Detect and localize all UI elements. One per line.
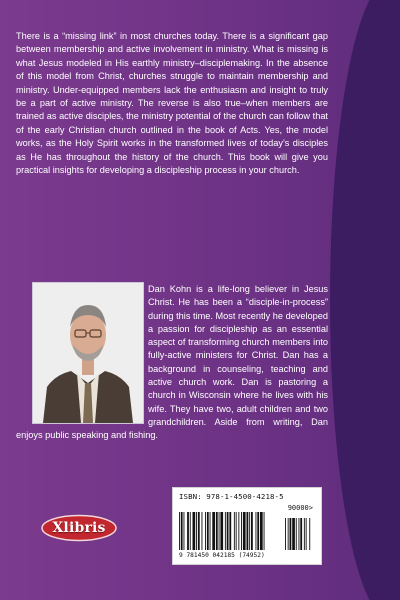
author-photo xyxy=(32,282,144,424)
publisher-logo-text: Xlibris xyxy=(52,520,106,536)
isbn-barcode xyxy=(172,487,322,565)
price-code: 90000> xyxy=(287,504,313,512)
barcode-digits: 9 781450 042185 (74952) xyxy=(179,552,265,559)
isbn-number: ISBN: 978-1-4500-4218-5 xyxy=(179,492,284,501)
back-cover-blurb: There is a “missing link” in most churches today. There is a significant gap between membership and active involvement in ministry. What is missing is what Jesus modeled in His earthly ministry–disciplemaking. In the absence of this model from Christ, churches struggle to maintain membership and ministry. Under-equipped members lack the enthusiasm and insight to truly be a part of active ministry. The reverse is also true–when members are trained as active disciples, the ministry potential of the church can follow that of the early Christian church outlined in the book of Acts. Yes, the model works, as the Holy Spirit works in the transformed lives of today’s disciples as He has throughout the history of the church. This book will give you practical insights for developing a discipleship process in your church. xyxy=(16,31,328,176)
publisher-logo xyxy=(40,514,118,542)
author-portrait-image xyxy=(33,283,143,423)
barcode-bars xyxy=(179,512,317,550)
author-bio-text: Dan Kohn is a life-long believer in Jesus Christ. He has been a “disciple-in-process” during this time. Most recently he developed a passion for discipleship as an essential aspect of transforming church members into fully-active ministers for Christ. Dan has a background in counseling, teaching and active church work. Dan is pastoring a church in Wisconsin where he lives with his wife. They have two, adult children and two grandchildren. Aside from writing, Dan enjoys public speaking and fishing. xyxy=(16,284,328,441)
spine-curve xyxy=(330,0,400,600)
